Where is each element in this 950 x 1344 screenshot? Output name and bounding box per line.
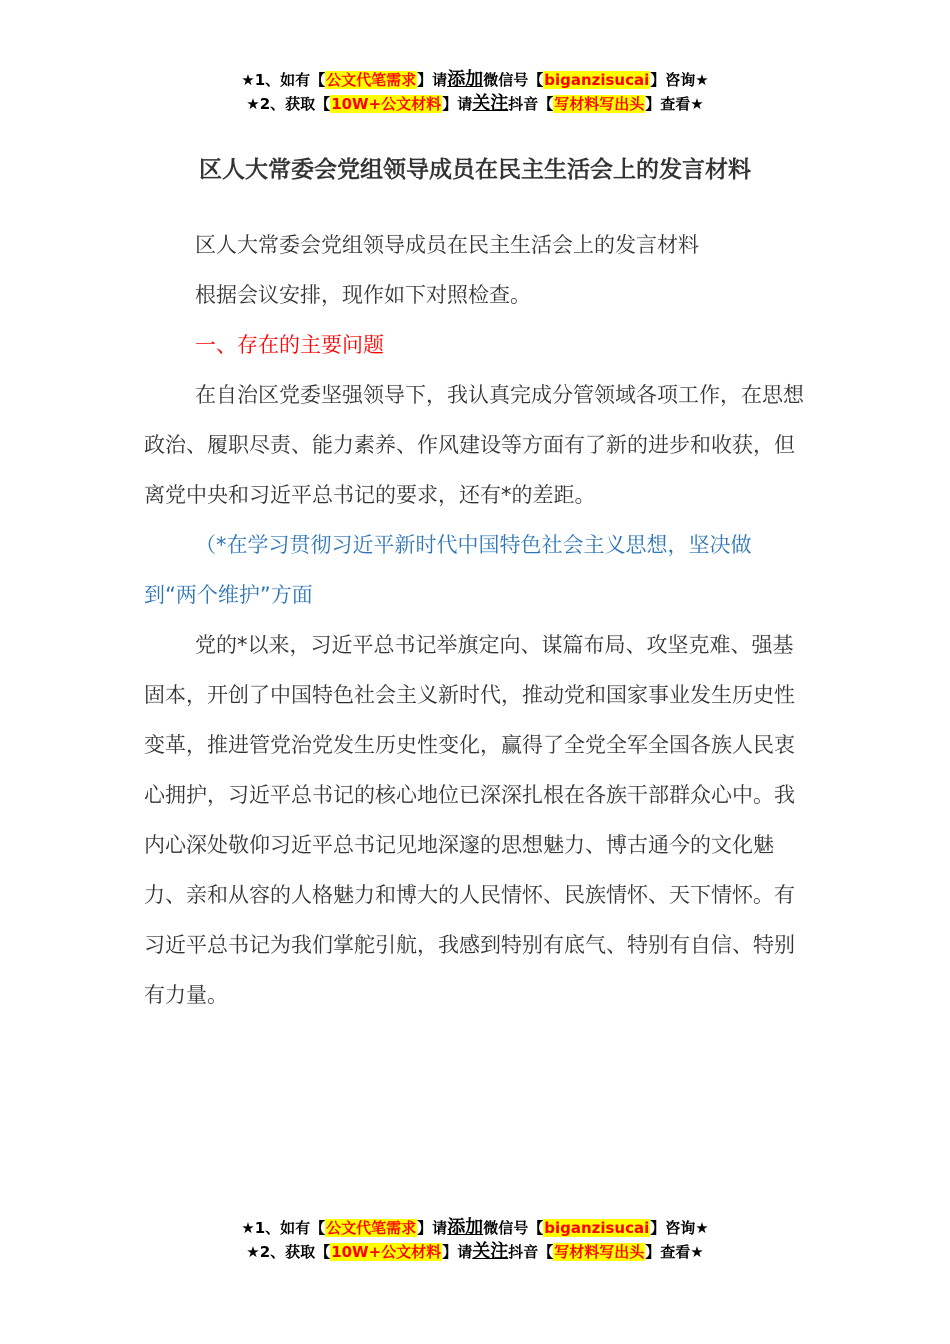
- promo-wechat-id: biganzisucai: [544, 71, 650, 89]
- promo-highlight: 10W+公文材料: [331, 1243, 442, 1261]
- body-paragraph: 党的*以来，习近平总书记举旗定向、谋篇布局、攻坚克难、强基固本，开创了中国特色社会主义新时代，推动党和国家事业发生历史性变革，推进管党治党发生历史性变化，赢得了全党全军全国各族人民衷心拥护，习近平总书记的核心地位已深深扎根在各族干部群众心中。我内心深处敬仰习近平总书记见地深邃的思想魅力、博古通今的文化魅力、亲和从容的人格魅力和博大的人民情怀、民族情怀、天下情怀。有习近平总书记为我们掌舵引航，我感到特别有底气、特别有自信、特别有力量。: [144, 633, 795, 1007]
- promo-banner-bottom: [0, 1216, 950, 1264]
- promo-emphasis: 添加: [447, 69, 484, 90]
- promo-line-1: [0, 68, 950, 92]
- promo-text: ★1、如有【: [241, 1219, 326, 1237]
- promo-text: 】查看★: [645, 1243, 704, 1261]
- promo-text: 微信号【: [483, 71, 544, 89]
- promo-text: 微信号【: [483, 1219, 544, 1237]
- promo-wechat-id: biganzisucai: [544, 1219, 650, 1237]
- body-paragraph: 在自治区党委坚强领导下，我认真完成分管领域各项工作，在思想政治、履职尽责、能力素养、作风建设等方面有了新的进步和收获，但离党中央和习近平总书记的要求，还有*的差距。: [144, 383, 804, 507]
- promo-line-2: [0, 1240, 950, 1264]
- promo-douyin-name: 写材料写出头: [554, 1243, 645, 1261]
- promo-text: 抖音【: [508, 1243, 554, 1261]
- promo-emphasis: 关注: [472, 1241, 509, 1262]
- promo-text: 抖音【: [508, 95, 554, 113]
- promo-douyin-name: 写材料写出头: [554, 95, 645, 113]
- body-paragraph: 区人大常委会党组领导成员在民主生活会上的发言材料: [195, 233, 699, 257]
- promo-highlight: 10W+公文材料: [331, 95, 442, 113]
- promo-highlight: 公文代笔需求: [326, 71, 417, 89]
- promo-text: 】咨询★: [650, 71, 709, 89]
- promo-banner-top: [0, 68, 950, 116]
- promo-emphasis: 添加: [447, 1217, 484, 1238]
- promo-text: 】请: [442, 95, 473, 113]
- section-heading: 一、存在的主要问题: [195, 333, 384, 357]
- promo-text: ★2、获取【: [246, 95, 331, 113]
- promo-text: ★1、如有【: [241, 71, 326, 89]
- promo-text: 】请: [442, 1243, 473, 1261]
- document-title: 区人大常委会党组领导成员在民主生活会上的发言材料: [199, 157, 751, 183]
- promo-line-1: [0, 1216, 950, 1240]
- promo-line-2: [0, 92, 950, 116]
- promo-text: 】请: [417, 71, 448, 89]
- document-body: [144, 220, 804, 1020]
- promo-emphasis: 关注: [472, 93, 509, 114]
- promo-text: 】查看★: [645, 95, 704, 113]
- promo-text: 】咨询★: [650, 1219, 709, 1237]
- promo-text: ★2、获取【: [246, 1243, 331, 1261]
- subsection-heading: （*在学习贯彻习近平新时代中国特色社会主义思想，坚决做到“两个维护”方面: [144, 533, 752, 607]
- promo-highlight: 公文代笔需求: [326, 1219, 417, 1237]
- promo-text: 】请: [417, 1219, 448, 1237]
- body-paragraph: 根据会议安排，现作如下对照检查。: [195, 283, 531, 307]
